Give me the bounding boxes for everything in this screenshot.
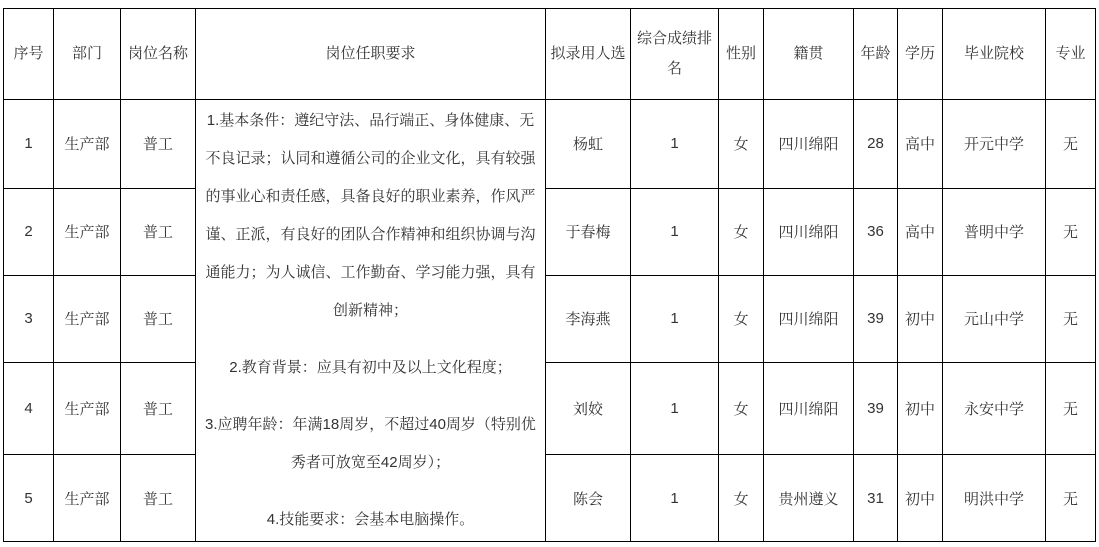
cell-age: 28 (854, 100, 898, 189)
cell-school: 普明中学 (943, 188, 1046, 275)
cell-index: 5 (4, 455, 54, 542)
cell-rank: 1 (631, 455, 719, 542)
cell-rank: 1 (631, 275, 719, 363)
table-row (4, 455, 1096, 542)
cell-candidate: 于春梅 (546, 188, 631, 275)
cell-candidate: 杨虹 (546, 100, 631, 189)
cell-hometown: 四川绵阳 (764, 275, 854, 363)
cell-gender: 女 (719, 275, 764, 363)
cell-position: 普工 (121, 275, 196, 363)
cell-gender: 女 (719, 363, 764, 455)
cell-position: 普工 (121, 100, 196, 189)
cell-age: 39 (854, 275, 898, 363)
cell-candidate: 陈会 (546, 455, 631, 542)
cell-rank: 1 (631, 363, 719, 455)
cell-hometown: 四川绵阳 (764, 188, 854, 275)
table-row (4, 188, 1096, 275)
cell-position: 普工 (121, 363, 196, 455)
table-row (4, 275, 1096, 363)
requirement-paragraph: 1.基本条件：遵纪守法、品行端正、身体健康、无不良记录；认同和遵循公司的企业文化，具有较强的事业心和责任感，具备良好的职业素养，作风严谨、正派，有良好的团队合作精神和组织协调与沟通能力；为人诚信、工作勤奋、学习能力强，具有创新精神； (205, 112, 536, 319)
cell-hometown: 四川绵阳 (764, 100, 854, 189)
requirement-paragraph: 4.技能要求：会基本电脑操作。 (266, 511, 475, 528)
cell-major: 无 (1046, 100, 1096, 189)
cell-index: 1 (4, 100, 54, 189)
col-header-index: 序号 (4, 9, 54, 100)
cell-department: 生产部 (54, 100, 121, 189)
requirement-paragraph: 3.应聘年龄：年满18周岁，不超过40周岁（特别优秀者可放宽至42周岁）； (205, 416, 536, 471)
cell-index: 3 (4, 275, 54, 363)
cell-department: 生产部 (54, 275, 121, 363)
cell-education: 初中 (898, 363, 943, 455)
table-row (4, 363, 1096, 455)
cell-major: 无 (1046, 363, 1096, 455)
cell-gender: 女 (719, 100, 764, 189)
col-header-rank: 综合成绩排名 (631, 9, 719, 100)
cell-school: 开元中学 (943, 100, 1046, 189)
cell-rank: 1 (631, 100, 719, 189)
col-header-requirements: 岗位任职要求 (196, 9, 546, 100)
cell-hometown: 四川绵阳 (764, 363, 854, 455)
cell-hometown: 贵州遵义 (764, 455, 854, 542)
col-header-candidate: 拟录用人选 (546, 9, 631, 100)
cell-rank: 1 (631, 188, 719, 275)
cell-department: 生产部 (54, 363, 121, 455)
cell-position: 普工 (121, 188, 196, 275)
cell-age: 36 (854, 188, 898, 275)
col-header-department: 部门 (54, 9, 121, 100)
table-row (4, 100, 1096, 189)
cell-department: 生产部 (54, 455, 121, 542)
header-row (4, 9, 1096, 100)
cell-school: 元山中学 (943, 275, 1046, 363)
cell-major: 无 (1046, 275, 1096, 363)
col-header-position: 岗位名称 (121, 9, 196, 100)
cell-index: 2 (4, 188, 54, 275)
cell-gender: 女 (719, 455, 764, 542)
requirement-paragraph: 2.教育背景：应具有初中及以上文化程度； (229, 359, 512, 376)
cell-department: 生产部 (54, 188, 121, 275)
cell-gender: 女 (719, 188, 764, 275)
cell-index: 4 (4, 363, 54, 455)
col-header-age: 年龄 (854, 9, 898, 100)
recruitment-table (3, 8, 1096, 542)
cell-education: 初中 (898, 455, 943, 542)
col-header-education: 学历 (898, 9, 943, 100)
col-header-hometown: 籍贯 (764, 9, 854, 100)
col-header-major: 专业 (1046, 9, 1096, 100)
cell-age: 39 (854, 363, 898, 455)
cell-major: 无 (1046, 188, 1096, 275)
col-header-gender: 性别 (719, 9, 764, 100)
cell-age: 31 (854, 455, 898, 542)
col-header-school: 毕业院校 (943, 9, 1046, 100)
cell-position: 普工 (121, 455, 196, 542)
cell-education: 高中 (898, 188, 943, 275)
cell-education: 初中 (898, 275, 943, 363)
cell-major: 无 (1046, 455, 1096, 542)
cell-candidate: 李海燕 (546, 275, 631, 363)
cell-requirements-merged (196, 100, 546, 542)
cell-school: 明洪中学 (943, 455, 1046, 542)
cell-candidate: 刘姣 (546, 363, 631, 455)
cell-school: 永安中学 (943, 363, 1046, 455)
cell-education: 高中 (898, 100, 943, 189)
